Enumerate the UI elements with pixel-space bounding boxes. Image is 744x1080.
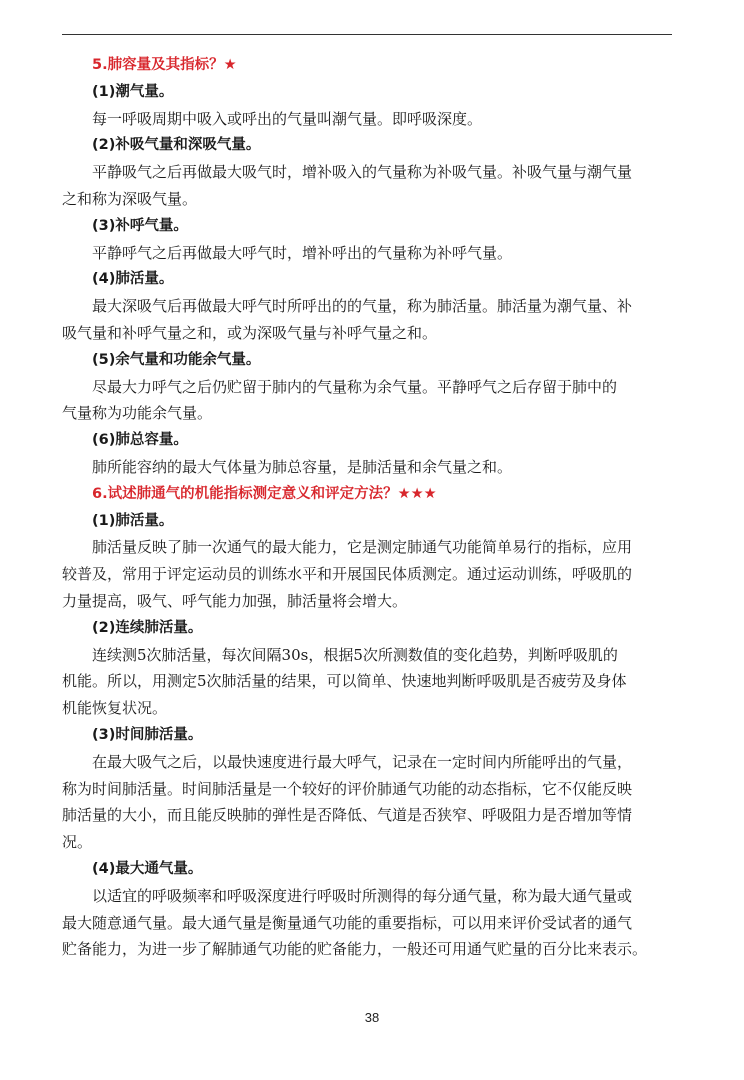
section-heading-6: 6.试述肺通气的机能指标测定意义和评定方法？★★★ bbox=[92, 485, 437, 502]
paragraph-line: 连续测5次肺活量，每次间隔30s，根据5次所测数值的变化趋势，判断呼吸肌的 bbox=[92, 645, 618, 664]
subheading-vital-capacity-2: (1)肺活量。 bbox=[92, 512, 174, 529]
subheading-continuous-vital-capacity: (2)连续肺活量。 bbox=[92, 619, 203, 636]
paragraph-line: 平静吸气之后再做最大吸气时，增补吸入的气量称为补吸气量。补吸气量与潮气量 bbox=[92, 163, 633, 182]
paragraph-line: 肺活量的大小，而且能反映肺的弹性是否降低、气道是否狭窄、呼吸阻力是否增加等情 bbox=[62, 806, 633, 825]
paragraph-line: 平静呼气之后再做最大呼气时，增补呼出的气量称为补呼气量。 bbox=[92, 243, 513, 262]
subheading-total-lung-capacity: (6)肺总容量。 bbox=[92, 432, 188, 449]
paragraph-line: 最大深吸气后再做最大呼气时所呼出的的气量，称为肺活量。肺活量为潮气量、补 bbox=[92, 297, 633, 316]
top-divider bbox=[62, 34, 672, 35]
paragraph-line: 之和称为深吸气量。 bbox=[62, 189, 198, 208]
subheading-vital-capacity: (4)肺活量。 bbox=[92, 271, 174, 288]
subheading-tidal-volume: (1)潮气量。 bbox=[92, 83, 174, 100]
paragraph-line: 机能。所以，用测定5次肺活量的结果，可以简单、快速地判断呼吸肌是否疲劳及身体 bbox=[62, 672, 627, 691]
paragraph-line: 较普及，常用于评定运动员的训练水平和开展国民体质测定。通过运动训练，呼吸肌的 bbox=[62, 565, 633, 584]
page-content bbox=[62, 52, 674, 963]
paragraph-line: 尽最大力呼气之后仍贮留于肺内的气量称为余气量。平静呼气之后存留于肺中的 bbox=[92, 377, 618, 396]
paragraph-line: 力量提高，吸气、呼气能力加强，肺活量将会增大。 bbox=[62, 591, 408, 610]
paragraph-line: 吸气量和补呼气量之和，或为深吸气量与补呼气量之和。 bbox=[62, 323, 438, 342]
paragraph-line: 肺活量反映了肺一次通气的最大能力，它是测定肺通气功能简单易行的指标，应用 bbox=[92, 538, 633, 557]
paragraph-line: 肺所能容纳的最大气体量为肺总容量，是肺活量和余气量之和。 bbox=[92, 457, 513, 476]
subheading-residual-volume: (5)余气量和功能余气量。 bbox=[92, 351, 261, 368]
subheading-inspiratory-reserve: (2)补吸气量和深吸气量。 bbox=[92, 137, 261, 154]
paragraph-line: 每一呼吸周期中吸入或呼出的气量叫潮气量。即呼吸深度。 bbox=[92, 109, 483, 128]
subheading-max-ventilation: (4)最大通气量。 bbox=[92, 860, 203, 877]
paragraph-line: 称为时间肺活量。时间肺活量是一个较好的评价肺通气功能的动态指标，它不仅能反映 bbox=[62, 779, 633, 798]
paragraph-line: 在最大吸气之后，以最快速度进行最大呼气，记录在一定时间内所能呼出的气量， bbox=[92, 752, 633, 771]
section-heading-5: 5.肺容量及其指标？★ bbox=[92, 57, 237, 73]
paragraph-line: 最大随意通气量。最大通气量是衡量通气功能的重要指标，可以用来评价受试者的通气 bbox=[62, 913, 633, 932]
page-number: 38 bbox=[364, 1010, 380, 1025]
paragraph-line: 况。 bbox=[62, 833, 93, 852]
subheading-expiratory-reserve: (3)补呼气量。 bbox=[92, 217, 188, 234]
subheading-timed-vital-capacity: (3)时间肺活量。 bbox=[92, 726, 203, 743]
paragraph-line: 机能恢复状况。 bbox=[62, 699, 168, 718]
paragraph-line: 以适宜的呼吸频率和呼吸深度进行呼吸时所测得的每分通气量，称为最大通气量或 bbox=[92, 886, 633, 905]
paragraph-line: 气量称为功能余气量。 bbox=[62, 404, 213, 423]
paragraph-line: 贮备能力，为进一步了解肺通气功能的贮备能力，一般还可用通气贮量的百分比来表示。 bbox=[62, 940, 648, 959]
